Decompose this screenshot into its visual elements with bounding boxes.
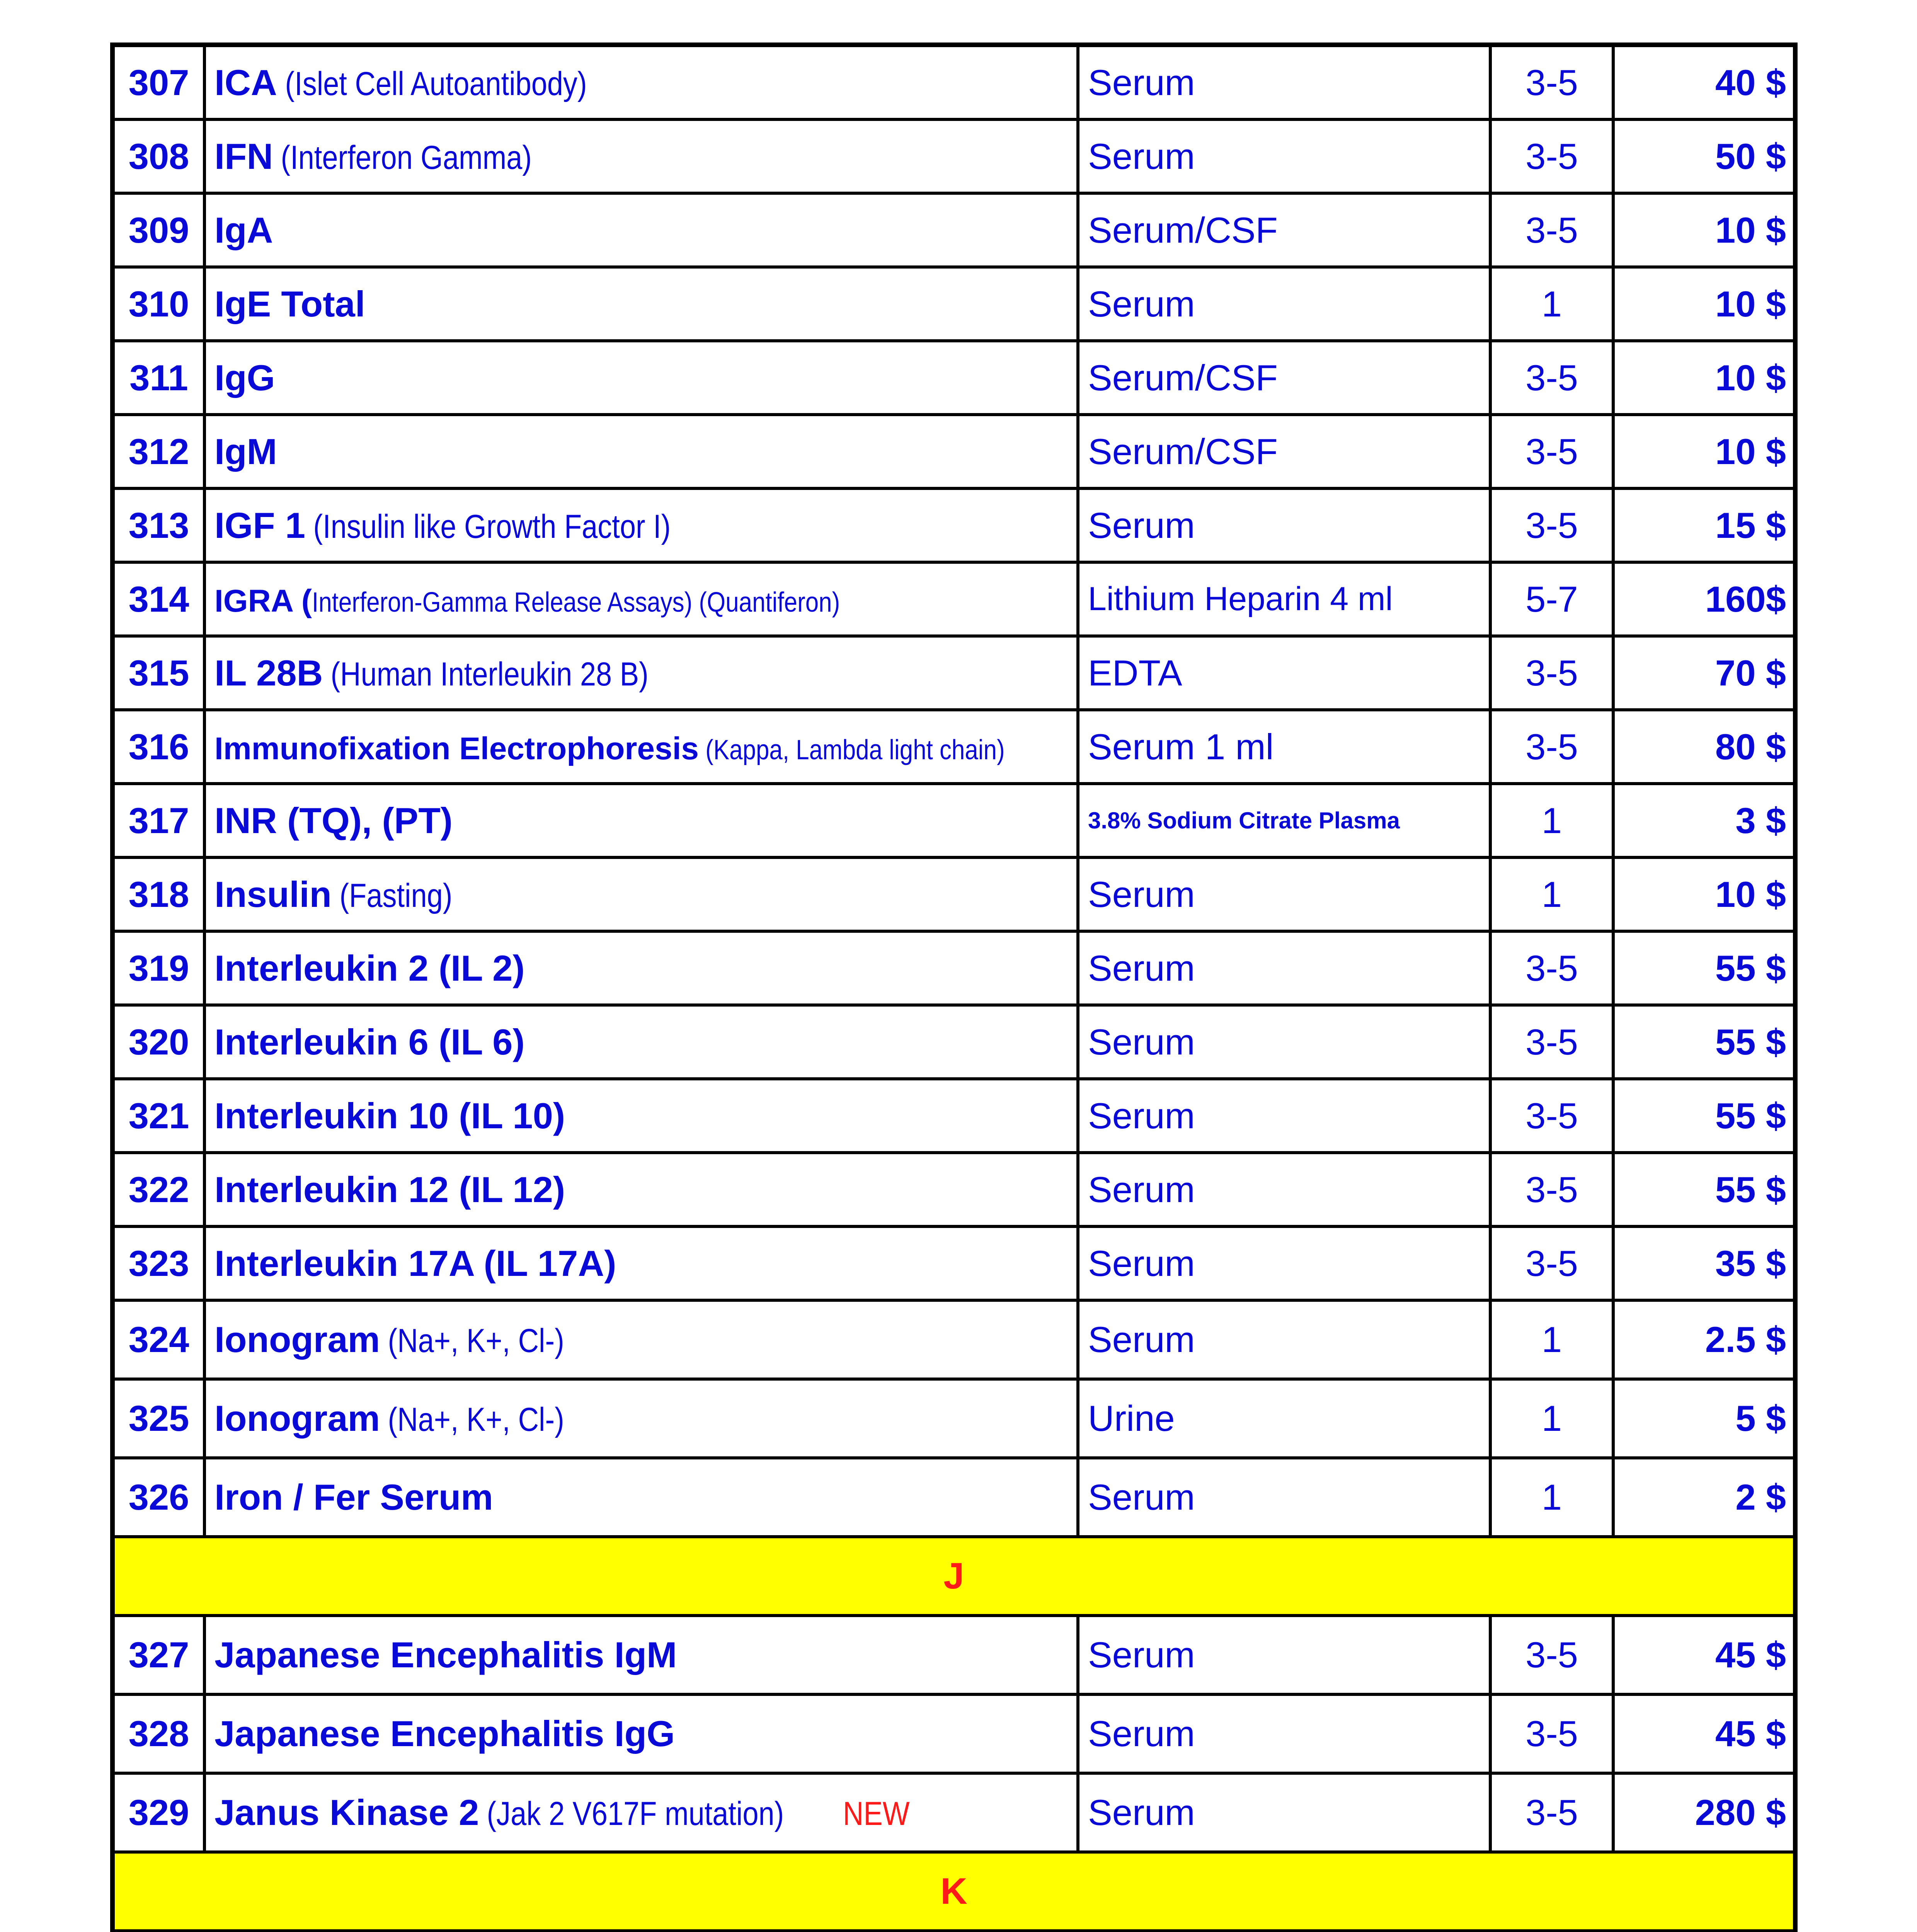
section-letter: J [112, 1537, 1795, 1616]
sample-type: Serum/CSF [1078, 193, 1490, 267]
test-name: Interleukin 10 (IL 10) [215, 1095, 565, 1136]
turnaround-days: 1 [1490, 1300, 1613, 1379]
turnaround-days: 3-5 [1490, 931, 1613, 1005]
test-name-cell [204, 1226, 1078, 1300]
turnaround-days: 3-5 [1490, 1773, 1613, 1852]
test-price: 10 $ [1613, 857, 1795, 931]
test-name-cell [204, 1694, 1078, 1773]
test-number: 325 [112, 1379, 204, 1458]
test-name: Iron / Fer Serum [215, 1477, 493, 1517]
test-row [112, 931, 1795, 1005]
test-price: 55 $ [1613, 1079, 1795, 1153]
test-price: 55 $ [1613, 1153, 1795, 1226]
test-name-cell [204, 710, 1078, 784]
test-price: 80 $ [1613, 710, 1795, 784]
test-row [112, 1694, 1795, 1773]
test-number: 323 [112, 1226, 204, 1300]
sample-type: Serum [1078, 1153, 1490, 1226]
test-name: IGRA ( [215, 583, 312, 619]
sample-type: Serum [1078, 45, 1490, 119]
test-detail: (Insulin like Growth Factor I) [305, 508, 671, 545]
test-name-cell [204, 193, 1078, 267]
test-name: Ionogram [215, 1398, 380, 1439]
test-number: 308 [112, 119, 204, 193]
test-name: Interleukin 2 (IL 2) [215, 947, 525, 988]
test-name: ICA [215, 62, 277, 103]
price-list-body [112, 45, 1795, 1932]
turnaround-days: 1 [1490, 1379, 1613, 1458]
sample-type: Serum [1078, 267, 1490, 341]
test-detail: Interferon-Gamma Release Assays) (Quantiferon) [312, 587, 840, 618]
test-name: Japanese Encephalitis IgM [215, 1634, 677, 1675]
test-price: 55 $ [1613, 1005, 1795, 1079]
test-price: 10 $ [1613, 193, 1795, 267]
test-detail: (Human Interleukin 28 B) [323, 655, 649, 693]
turnaround-days: 3-5 [1490, 636, 1613, 710]
test-name-cell [204, 1153, 1078, 1226]
test-price: 40 $ [1613, 45, 1795, 119]
new-label: NEW [843, 1795, 910, 1832]
test-detail: (Na+, K+, Cl-) [380, 1322, 564, 1359]
test-price: 45 $ [1613, 1616, 1795, 1694]
test-name-cell [204, 931, 1078, 1005]
sample-type: Serum [1078, 119, 1490, 193]
test-row [112, 562, 1795, 636]
test-name: INR (TQ), (PT) [215, 800, 453, 841]
test-name: Japanese Encephalitis IgG [215, 1713, 675, 1754]
test-price: 50 $ [1613, 119, 1795, 193]
test-detail: (Jak 2 V617F mutation) [479, 1795, 792, 1832]
test-name-cell [204, 857, 1078, 931]
test-row [112, 710, 1795, 784]
sample-type: Serum [1078, 857, 1490, 931]
turnaround-days: 3-5 [1490, 710, 1613, 784]
test-row [112, 193, 1795, 267]
test-name: Interleukin 17A (IL 17A) [215, 1243, 616, 1284]
test-number: 327 [112, 1616, 204, 1694]
test-name-cell [204, 341, 1078, 415]
test-number: 318 [112, 857, 204, 931]
test-name: Insulin [215, 874, 332, 915]
test-row [112, 415, 1795, 488]
sample-type: Serum/CSF [1078, 341, 1490, 415]
test-price: 280 $ [1613, 1773, 1795, 1852]
turnaround-days: 3-5 [1490, 488, 1613, 562]
test-price: 45 $ [1613, 1694, 1795, 1773]
test-price: 3 $ [1613, 784, 1795, 857]
test-detail: (Kappa, Lambda light chain) [698, 734, 1005, 765]
test-row [112, 119, 1795, 193]
sample-type: Serum/CSF [1078, 415, 1490, 488]
test-price: 15 $ [1613, 488, 1795, 562]
test-row [112, 488, 1795, 562]
test-name-cell [204, 636, 1078, 710]
sample-type: 3.8% Sodium Citrate Plasma [1078, 784, 1490, 857]
test-row [112, 1079, 1795, 1153]
sample-type: Serum [1078, 488, 1490, 562]
test-number: 326 [112, 1458, 204, 1537]
test-name: Janus Kinase 2 [215, 1792, 479, 1833]
turnaround-days: 3-5 [1490, 119, 1613, 193]
turnaround-days: 3-5 [1490, 1005, 1613, 1079]
test-number: 322 [112, 1153, 204, 1226]
turnaround-days: 3-5 [1490, 1153, 1613, 1226]
test-number: 310 [112, 267, 204, 341]
test-number: 315 [112, 636, 204, 710]
turnaround-days: 3-5 [1490, 1079, 1613, 1153]
test-row [112, 1616, 1795, 1694]
test-number: 309 [112, 193, 204, 267]
turnaround-days: 1 [1490, 1458, 1613, 1537]
turnaround-days: 5-7 [1490, 562, 1613, 636]
test-name: IL 28B [215, 652, 323, 693]
turnaround-days: 3-5 [1490, 1616, 1613, 1694]
section-letter: K [112, 1852, 1795, 1931]
turnaround-days: 1 [1490, 784, 1613, 857]
test-row [112, 1458, 1795, 1537]
test-detail: (Interferon Gamma) [273, 139, 532, 176]
test-price: 5 $ [1613, 1379, 1795, 1458]
sample-type: EDTA [1078, 636, 1490, 710]
test-number: 311 [112, 341, 204, 415]
test-number: 317 [112, 784, 204, 857]
test-number: 324 [112, 1300, 204, 1379]
test-name-cell [204, 267, 1078, 341]
test-name: Immunofixation Electrophoresis [215, 731, 699, 766]
test-detail: (Islet Cell Autoantibody) [277, 65, 587, 102]
test-price: 70 $ [1613, 636, 1795, 710]
test-name-cell [204, 119, 1078, 193]
turnaround-days: 3-5 [1490, 415, 1613, 488]
test-price: 160$ [1613, 562, 1795, 636]
turnaround-days: 3-5 [1490, 1694, 1613, 1773]
test-row [112, 341, 1795, 415]
test-name-cell [204, 1379, 1078, 1458]
test-number: 319 [112, 931, 204, 1005]
test-name: IgE Total [215, 283, 365, 324]
test-row [112, 1153, 1795, 1226]
test-name-cell [204, 1079, 1078, 1153]
test-name-cell [204, 1300, 1078, 1379]
test-name-cell [204, 1005, 1078, 1079]
test-name-cell [204, 488, 1078, 562]
turnaround-days: 3-5 [1490, 45, 1613, 119]
test-name: IgA [215, 209, 273, 250]
test-number: 320 [112, 1005, 204, 1079]
sample-type: Serum [1078, 1005, 1490, 1079]
sample-type: Lithium Heparin 4 ml [1078, 562, 1490, 636]
turnaround-days: 1 [1490, 267, 1613, 341]
test-name: IgM [215, 431, 277, 472]
sample-type: Serum [1078, 1226, 1490, 1300]
test-row [112, 636, 1795, 710]
test-row [112, 1226, 1795, 1300]
test-name: IFN [215, 136, 273, 177]
test-price: 10 $ [1613, 415, 1795, 488]
test-number: 321 [112, 1079, 204, 1153]
test-row [112, 1379, 1795, 1458]
test-row [112, 1300, 1795, 1379]
test-name: IGF 1 [215, 505, 306, 546]
test-detail: (Na+, K+, Cl-) [380, 1401, 564, 1438]
test-number: 316 [112, 710, 204, 784]
test-name-cell [204, 562, 1078, 636]
section-header-row [112, 1537, 1795, 1616]
section-header-row [112, 1852, 1795, 1931]
test-price: 55 $ [1613, 931, 1795, 1005]
test-name-cell [204, 1773, 1078, 1852]
sample-type: Serum [1078, 1458, 1490, 1537]
test-name-cell [204, 784, 1078, 857]
sample-type: Serum [1078, 1616, 1490, 1694]
test-number: 313 [112, 488, 204, 562]
turnaround-days: 3-5 [1490, 341, 1613, 415]
test-price: 35 $ [1613, 1226, 1795, 1300]
sample-type: Serum [1078, 1079, 1490, 1153]
test-price: 10 $ [1613, 341, 1795, 415]
test-row [112, 1005, 1795, 1079]
test-row [112, 267, 1795, 341]
test-name-cell [204, 45, 1078, 119]
test-number: 312 [112, 415, 204, 488]
test-row [112, 857, 1795, 931]
sample-type: Serum [1078, 1773, 1490, 1852]
test-row [112, 45, 1795, 119]
test-name: Ionogram [215, 1319, 380, 1360]
test-price: 2.5 $ [1613, 1300, 1795, 1379]
turnaround-days: 3-5 [1490, 1226, 1613, 1300]
sample-type: Serum [1078, 1694, 1490, 1773]
turnaround-days: 3-5 [1490, 193, 1613, 267]
test-number: 307 [112, 45, 204, 119]
turnaround-days: 1 [1490, 857, 1613, 931]
sample-type: Urine [1078, 1379, 1490, 1458]
test-name-cell [204, 415, 1078, 488]
test-name-cell [204, 1458, 1078, 1537]
test-detail: (Fasting) [331, 877, 453, 914]
sample-type: Serum [1078, 931, 1490, 1005]
test-name: Interleukin 12 (IL 12) [215, 1169, 565, 1210]
sample-type: Serum 1 ml [1078, 710, 1490, 784]
test-name-cell [204, 1616, 1078, 1694]
test-name: IgG [215, 357, 275, 398]
test-name: Interleukin 6 (IL 6) [215, 1021, 525, 1062]
test-number: 329 [112, 1773, 204, 1852]
test-row [112, 1773, 1795, 1852]
test-price: 10 $ [1613, 267, 1795, 341]
test-number: 314 [112, 562, 204, 636]
price-list-table [110, 43, 1798, 1932]
test-number: 328 [112, 1694, 204, 1773]
test-price: 2 $ [1613, 1458, 1795, 1537]
sample-type: Serum [1078, 1300, 1490, 1379]
test-row [112, 784, 1795, 857]
